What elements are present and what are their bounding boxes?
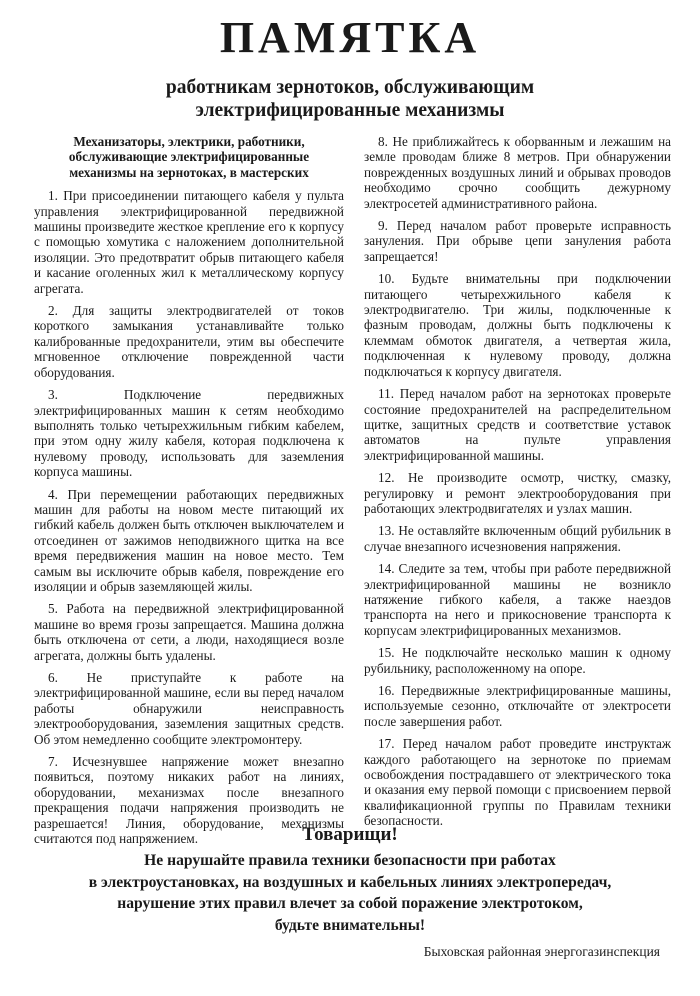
memo-item-12: 12. Не производите осмотр, чистку, смазку, регулировку и ремонт электрооборудования при работающих электродвигателях и узлах машин. bbox=[364, 470, 671, 516]
memo-item-3: 3. Подключение передвижных электрифицированных машин к сетям необходимо выполнять только четырехжильным гибким кабелем, при этом одну жилу кабеля, которая подключена к нулевому проводу, использовать для заземления корпуса машины. bbox=[34, 387, 344, 480]
memo-item-14: 14. Следите за тем, чтобы при работе передвижной электрифицированной машины не возникло натяжение гибкого кабеля, а также наездов транспорта на него и прикосновение транспорта к корпусам электрифицированных механизмов. bbox=[364, 561, 671, 638]
subtitle-line: работникам зернотоков, обслуживающим bbox=[165, 77, 535, 98]
memo-item-7: 7. Исчезнувшее напряжение может внезапно появиться, поэтому никаких работ на линиях, оборудовании, механизмах после внезапного прекращения подачи напряжения производить не разрешается! Линия, оборудование, механизмы считаются под напряжением. bbox=[34, 754, 344, 847]
memo-item-17: 17. Перед началом работ проведите инструктаж каждого работающего на зернотоке по приемам освобождения пострадавшего от электрического тока и оказания ему первой помощи с присвоением первой квалификационной группы по Правилам техники безопасности. bbox=[364, 736, 671, 829]
footer-line: будьте внимательны! bbox=[274, 916, 426, 934]
subtitle-line: электрифицированные механизмы bbox=[195, 100, 505, 121]
memo-item-4: 4. При перемещении работающих передвижных машин для работы на новом месте питающий их гибкий кабель должен быть отключен выключателем и отсоединен от зажимов неподвижного щитка на все время передвижения машин на новое место. Тем самым вы исключите обрыв кабеля, повреждение его изоляции и обрыв заземляющей жилы. bbox=[34, 486, 344, 594]
memo-item-8: 8. Не приближайтесь к оборванным и лежашим на земле проводам ближе 8 метров. При обнаружении поврежденных воздушных линий и обрывах проводов необходимо срочно сообщить дежурному электросетей административного района. bbox=[364, 134, 671, 211]
memo-item-6: 6. Не приступайте к работе на электрифицированной машине, если вы перед началом работы обнаружили неисправность электрооборудования, заземления защитных средств. Об этом немедленно сообщите электромонтеру. bbox=[34, 670, 344, 747]
footer-line: Не нарушайте правила техники безопасности при работах bbox=[144, 852, 556, 869]
memo-item-1: 1. При присоединении питающего кабеля у пульта управления электрифицированной передвижной машины произведите жесткое крепление его к корпусу с помощью хомутика с наложением дополнительной изоляции. Это предотвратит обрыв питающего кабеля и касание оголенных жил к металлическому корпусу агрегата. bbox=[34, 188, 344, 296]
memo-item-15: 15. Не подключайте несколько машин к одному рубильнику, расположенному на опоре. bbox=[364, 645, 671, 676]
footer-line: нарушение этих правил влечет за собой поражение электротоком, bbox=[117, 895, 583, 912]
memo-item-9: 9. Перед началом работ проверьте исправность зануления. При обрыве цепи зануления работа запрещается! bbox=[364, 218, 671, 264]
memo-item-11: 11. Перед началом работ на зернотоках проверьте состояние предохранителей на распределительном щитке, защитных средств и соответствие уставок автоматов на пульте управления электрифицированной машины. bbox=[364, 386, 671, 463]
left-column-heading: Механизаторы, электрики, работники, обслуживающие электрифицированные механизмы на зернотоках, в мастерских bbox=[68, 134, 310, 180]
footer-line: в электроустановках, на воздушных и кабельных линиях электропередач, bbox=[88, 873, 612, 891]
right-column bbox=[364, 134, 671, 836]
left-column bbox=[34, 134, 344, 853]
memo-item-10: 10. Будьте внимательны при подключении питающего четырехжильного кабеля к электродвигателю. Три жилы, подключенные к фазным проводам, должны быть подключены к клеммам обмоток двигателя, а четвертая жила, подключенная к нулевому проводу, должна подключаться к корпусу двигателя. bbox=[364, 271, 671, 379]
footer-appeal bbox=[40, 850, 660, 936]
footer-title: Товарищи! bbox=[302, 824, 398, 845]
memo-item-13: 13. Не оставляйте включенным общий рубильник в случае внезапного исчезновения напряжения. bbox=[364, 523, 671, 554]
memo-item-16: 16. Передвижные электрифицированные машины, используемые сезонно, отключайте от электросети после завершения работ. bbox=[364, 683, 671, 729]
document-subtitle bbox=[0, 76, 700, 122]
memo-item-2: 2. Для защиты электродвигателей от токов короткого замыкания устанавливайте только калиброванные предохранители, этим вы обеспечите мгновенное отключение поврежденной части оборудования. bbox=[34, 303, 344, 380]
memo-item-5: 5. Работа на передвижной электрифицированной машине во время грозы запрещается. Машина должна быть отключена от сети, а люди, находящиеся возле агрегата, должны быть удалены. bbox=[34, 601, 344, 663]
document-title: ПАМЯТКА bbox=[219, 13, 481, 62]
signature: Быховская районная энергогазинспекция bbox=[423, 944, 660, 959]
